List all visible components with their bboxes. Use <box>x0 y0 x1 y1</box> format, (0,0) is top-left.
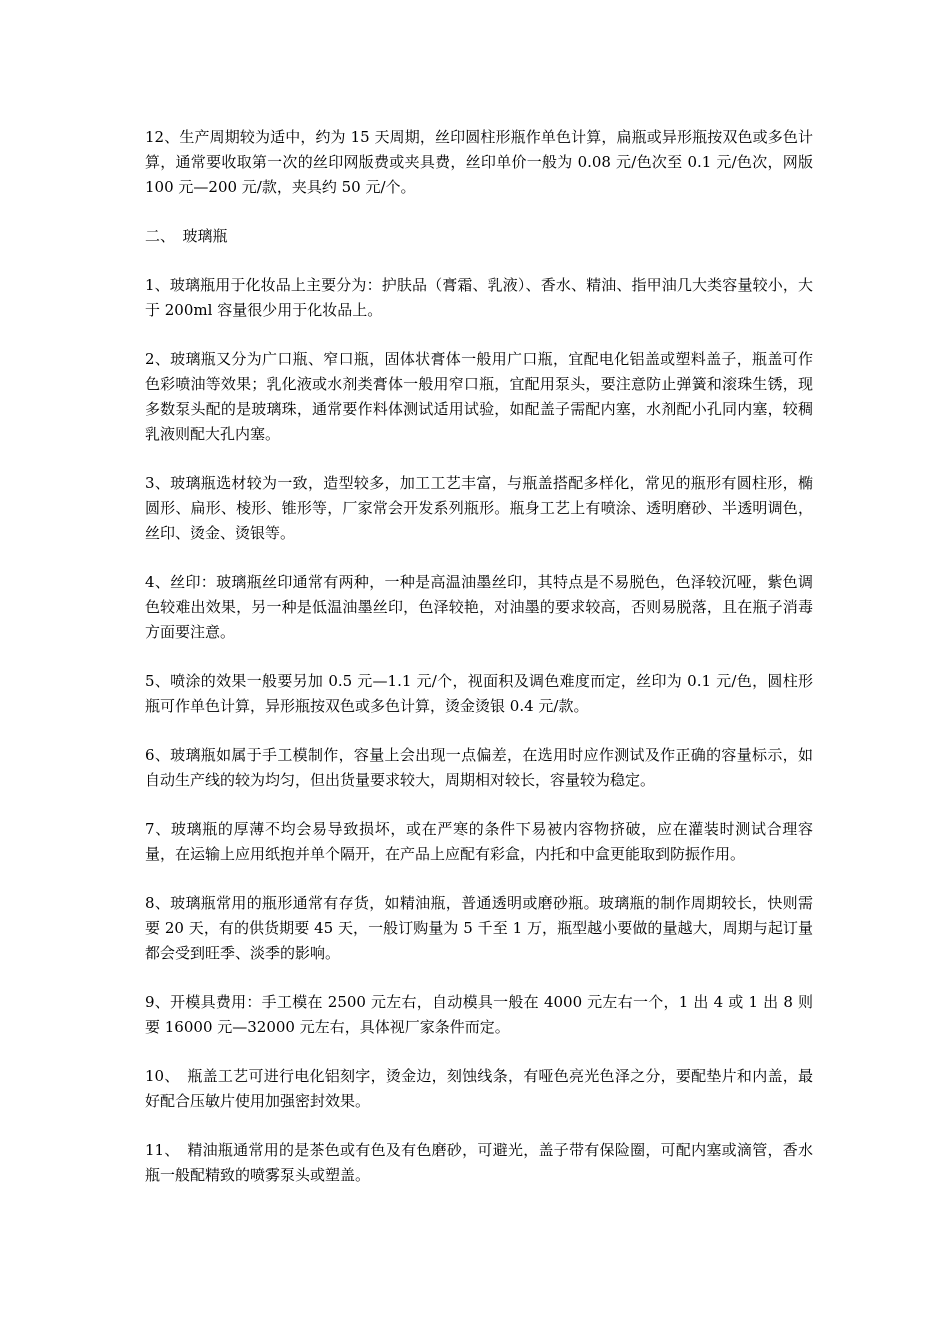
paragraph-12-production-cycle: 12、生产周期较为适中，约为 15 天周期，丝印圆柱形瓶作单色计算，扁瓶或异形瓶按双色或多色计算，通常要收取第一次的丝印网版费或夹具费，丝印单价一般为 0.08 元/色次至 0.1 元/色次，网版 100 元—200 元/款，夹具约 50 元/个。 <box>145 128 813 196</box>
section-heading-glass-bottle: 二、 玻璃瓶 <box>145 227 228 245</box>
paragraph-5-spray-cost: 5、喷涂的效果一般要另加 0.5 元—1.1 元/个，视面积及调色难度而定，丝印为 0.1 元/色，圆柱形瓶可作单色计算，异形瓶按双色或多色计算，烫金烫银 0.4 元/款。 <box>145 672 813 715</box>
paragraph-11-essential-oil-bottle: 11、 精油瓶通常用的是茶色或有色及有色磨砂，可避光，盖子带有保险圈，可配内塞或滴管，香水瓶一般配精致的喷雾泵头或塑盖。 <box>145 1141 813 1184</box>
paragraph-7-thickness-and-transport: 7、玻璃瓶的厚薄不均会易导致损坏，或在严寒的条件下易被内容物挤破，应在灌装时测试合理容量，在运输上应用纸抱并单个隔开，在产品上应配有彩盒，内托和中盒更能取到防振作用。 <box>145 820 813 863</box>
paragraph-9-mold-cost: 9、开模具费用：手工模在 2500 元左右，自动模具一般在 4000 元左右一个，1 出 4 或 1 出 8 则要 16000 元—32000 元左右，具体视厂家条件而定。 <box>145 993 813 1036</box>
paragraph-1-glass-bottle-usage: 1、玻璃瓶用于化妆品上主要分为：护肤品（膏霜、乳液）、香水、精油、指甲油几大类容量较小，大于 200ml 容量很少用于化妆品上。 <box>145 276 813 319</box>
paragraph-10-cap-craft: 10、 瓶盖工艺可进行电化铝刻字，烫金边，刻蚀线条，有哑色亮光色泽之分，要配垫片和内盖，最好配合压敏片使用加强密封效果。 <box>145 1067 813 1110</box>
paragraph-6-capacity-deviation: 6、玻璃瓶如属于手工模制作，容量上会出现一点偏差，在选用时应作测试及作正确的容量标示，如自动生产线的较为均匀，但出货量要求较大，周期相对较长，容量较为稳定。 <box>145 746 813 789</box>
paragraph-2-bottle-mouth-types: 2、玻璃瓶又分为广口瓶、窄口瓶，固体状膏体一般用广口瓶，宜配电化铝盖或塑料盖子，瓶盖可作色彩喷油等效果；乳化液或水剂类膏体一般用窄口瓶，宜配用泵头，要注意防止弹簧和滚珠生锈，现多数泵头配的是玻璃珠，通常要作料体测试适用试验，如配盖子需配内塞，水剂配小孔同内塞，较稠乳液则配大孔内塞。 <box>145 350 813 443</box>
paragraph-3-material-and-shapes: 3、玻璃瓶选材较为一致，造型较多，加工工艺丰富，与瓶盖搭配多样化，常见的瓶形有圆柱形，椭圆形、扁形、棱形、锥形等，厂家常会开发系列瓶形。瓶身工艺上有喷涂、透明磨砂、半透明调色，丝印、烫金、烫银等。 <box>145 474 813 542</box>
document-body <box>145 125 813 1212</box>
paragraph-8-stock-and-lead-time: 8、玻璃瓶常用的瓶形通常有存货，如精油瓶，普通透明或磨砂瓶。玻璃瓶的制作周期较长，快则需要 20 天，有的供货期要 45 天，一般订购量为 5 千至 1 万，瓶型越小要做的量越大，周期与起订量都会受到旺季、淡季的影响。 <box>145 894 813 962</box>
paragraph-4-silk-screen: 4、丝印：玻璃瓶丝印通常有两种，一种是高温油墨丝印，其特点是不易脱色，色泽较沉哑，紫色调色较难出效果，另一种是低温油墨丝印，色泽较艳，对油墨的要求较高，否则易脱落，且在瓶子消毒方面要注意。 <box>145 573 813 641</box>
